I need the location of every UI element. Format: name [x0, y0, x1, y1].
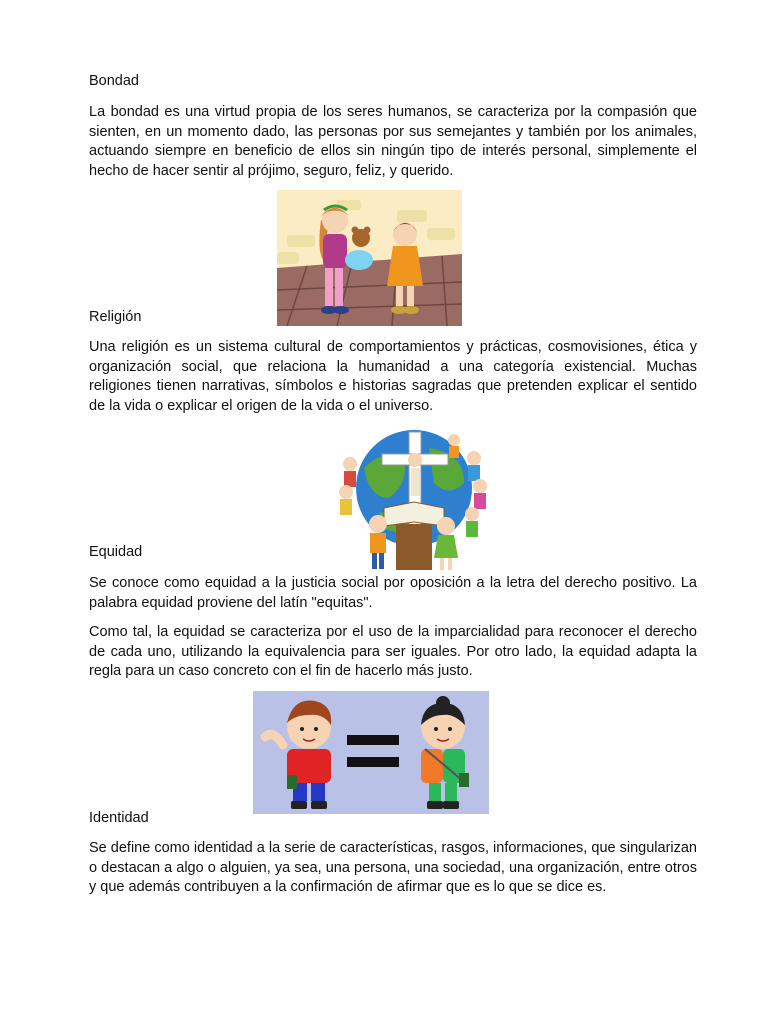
- equity-illustration: [253, 691, 489, 814]
- heading-bondad: Bondad: [89, 73, 139, 89]
- paragraph-bondad: La bondad es una virtud propia de los seres humanos, se caracteriza por la compasión que sienten, en un momento dado, las personas por sus semejantes y también por los animales, actuando siempre en beneficio de ellos sin ningún tipo de interés personal, simplemente el hecho de hacer sentir al prójimo, seguro, feliz, y querido.: [89, 104, 697, 179]
- paragraph-identidad: Se define como identidad a la serie de características, rasgos, informaciones, que singularizan o destacan a algo o alguien, ya sea, una persona, una sociedad, una organización, entre otros y que además contribuyen a la confirmación de afirmar que es lo que se dice es.: [89, 840, 697, 895]
- paragraph-equidad-2: Como tal, la equidad se caracteriza por el uso de la imparcialidad para reconocer el derecho de cada uno, utilizando la equivalencia para ser iguales. Por otro lado, la equidad adapta la regla para un caso concreto con el fin de hacerlo más justo.: [89, 624, 697, 679]
- heading-identidad: Identidad: [89, 810, 149, 826]
- paragraph-equidad-1: Se conoce como equidad a la justicia social por oposición a la letra del derecho positivo. La palabra equidad proviene del latín "equitas".: [89, 575, 697, 611]
- heading-religion: Religión: [89, 309, 142, 325]
- heading-equidad: Equidad: [89, 544, 143, 560]
- religion-illustration: [334, 428, 494, 576]
- kindness-illustration: [277, 190, 462, 326]
- paragraph-religion: Una religión es un sistema cultural de comportamientos y prácticas, cosmovisiones, ética y organización social, que relaciona la humanidad a una categoría existencial. Muchas religiones tienen narrativas, símbolos e historias sagradas que pretenden explicar el sentido de la vida o explicar el origen de la vida o el universo.: [89, 339, 697, 414]
